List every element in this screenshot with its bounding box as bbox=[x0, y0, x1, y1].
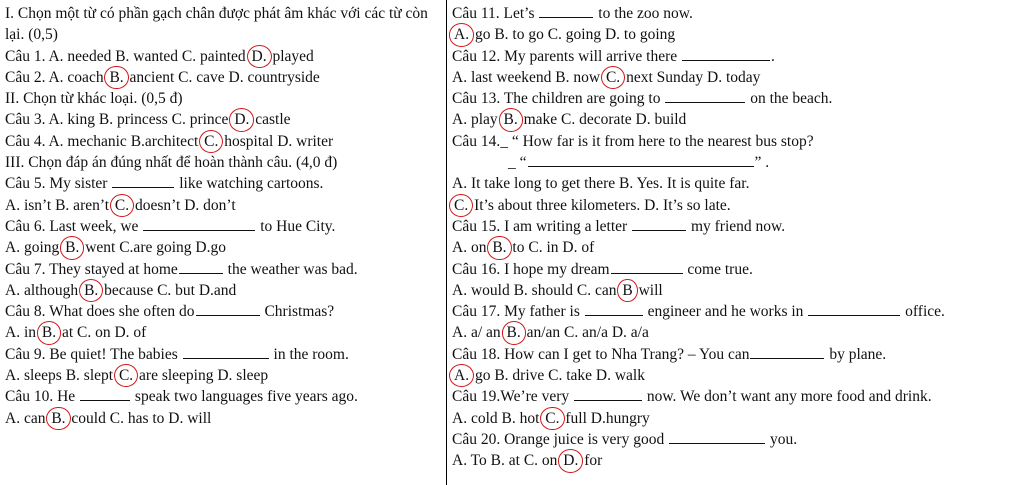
question-5: Câu 5. My sister like watching cartoons. bbox=[5, 175, 324, 193]
answer-blank bbox=[196, 301, 260, 316]
question-2: Câu 2. A. coach B. ancient C. cave D. countryside bbox=[5, 67, 442, 88]
section2-title: II. Chọn từ khác loại. (0,5 đ) bbox=[5, 90, 183, 108]
section1-title: I. Chọn một từ có phần gạch chân được phát âm khác với các từ còn lại. (0,5) bbox=[5, 5, 428, 44]
question-8: Câu 8. What does she often do Christmas? bbox=[5, 303, 335, 321]
answer-circle: C. bbox=[117, 365, 135, 386]
answer-blank bbox=[183, 344, 269, 359]
answer-circle: D. bbox=[250, 46, 269, 67]
answer-circle: B. bbox=[82, 280, 100, 301]
question-5-options: A. isn’t B. aren’t C. doesn’t D. don’t bbox=[5, 195, 442, 216]
answer-circle: B. bbox=[107, 67, 125, 88]
answer-blank bbox=[632, 216, 686, 231]
question-15: Câu 15. I am writing a letter my friend now. bbox=[452, 217, 786, 235]
answer-blank bbox=[528, 152, 754, 167]
question-14: Câu 14._ “ How far is it from here to the nearest bus stop? bbox=[452, 132, 814, 150]
answer-circle: C. bbox=[113, 195, 131, 216]
question-4: Câu 4. A. mechanic B.architect C. hospital D. writer bbox=[5, 131, 442, 152]
answer-blank bbox=[112, 173, 174, 188]
question-19-options: A. cold B. hot C. full D.hungry bbox=[452, 408, 1020, 429]
answer-circle: D. bbox=[561, 450, 580, 471]
question-1: Câu 1. A. needed B. wanted C. painted D. played bbox=[5, 46, 442, 67]
answer-blank bbox=[665, 88, 745, 103]
answer-blank bbox=[682, 46, 770, 61]
left-column bbox=[5, 3, 442, 429]
answer-blank bbox=[143, 216, 255, 231]
answer-circle: B bbox=[620, 280, 634, 301]
question-10: Câu 10. He speak two languages five years ago. bbox=[5, 388, 358, 406]
answer-circle: D. bbox=[232, 109, 251, 130]
answer-circle: C. bbox=[604, 67, 622, 88]
question-3: Câu 3. A. king B. princess C. prince D. castle bbox=[5, 109, 442, 130]
answer-circle: C. bbox=[543, 408, 561, 429]
answer-blank bbox=[808, 301, 900, 316]
question-7: Câu 7. They stayed at home the weather was bad. bbox=[5, 260, 358, 278]
answer-circle: B. bbox=[505, 322, 523, 343]
question-11: Câu 11. Let’s to the zoo now. bbox=[452, 5, 693, 22]
answer-blank bbox=[669, 429, 765, 444]
right-column bbox=[452, 3, 1020, 472]
question-12-options: A. last weekend B. now C. next Sunday D. today bbox=[452, 67, 1020, 88]
column-divider bbox=[446, 0, 447, 485]
answer-blank bbox=[179, 259, 223, 274]
answer-circle: C. bbox=[452, 195, 470, 216]
question-7-options: A. although B. because C. but D.and bbox=[5, 280, 442, 301]
answer-blank bbox=[585, 301, 643, 316]
question-14-options-c: C. It’s about three kilometers. D. It’s so late. bbox=[452, 195, 1020, 216]
question-13-options: A. play B. make C. decorate D. build bbox=[452, 109, 1020, 130]
question-16: Câu 16. I hope my dream come true. bbox=[452, 260, 753, 278]
answer-circle: A. bbox=[452, 24, 471, 45]
answer-circle: A. bbox=[452, 365, 471, 386]
question-18: Câu 18. How can I get to Nha Trang? – You can by plane. bbox=[452, 345, 887, 363]
question-9: Câu 9. Be quiet! The babies in the room. bbox=[5, 345, 349, 363]
question-18-options: A. go B. drive C. take D. walk bbox=[452, 365, 1020, 386]
question-19: Câu 19.We’re very now. We don’t want any more food and drink. bbox=[452, 388, 932, 406]
question-6: Câu 6. Last week, we to Hue City. bbox=[5, 217, 336, 235]
question-12: Câu 12. My parents will arrive there . bbox=[452, 47, 775, 65]
question-20: Câu 20. Orange juice is very good you. bbox=[452, 430, 798, 448]
question-11-options: A. go B. to go C. going D. to going bbox=[452, 24, 1020, 45]
answer-blank bbox=[80, 386, 130, 401]
question-14-dialogue: _ “ ” . bbox=[508, 154, 770, 172]
answer-circle: B. bbox=[63, 237, 81, 258]
question-14-options-a: A. It take long to get there B. Yes. It is quite far. bbox=[452, 175, 750, 193]
question-17-options: A. a/ an B. an/an C. an/a D. a/a bbox=[452, 322, 1020, 343]
answer-circle: B. bbox=[49, 408, 67, 429]
question-15-options: A. on B. to C. in D. of bbox=[452, 237, 1020, 258]
answer-blank bbox=[611, 259, 683, 274]
answer-circle: B. bbox=[40, 322, 58, 343]
answer-blank bbox=[750, 344, 824, 359]
question-16-options: A. would B. should C. can B will bbox=[452, 280, 1020, 301]
question-10-options: A. can B. could C. has to D. will bbox=[5, 408, 442, 429]
answer-circle: B. bbox=[490, 237, 508, 258]
section3-title: III. Chọn đáp án đúng nhất để hoàn thành câu. (4,0 đ) bbox=[5, 154, 338, 172]
question-9-options: A. sleeps B. slept C. are sleeping D. sleep bbox=[5, 365, 442, 386]
question-17: Câu 17. My father is engineer and he works in office. bbox=[452, 303, 945, 321]
answer-circle: B. bbox=[502, 109, 520, 130]
answer-blank bbox=[539, 3, 593, 18]
question-8-options: A. in B. at C. on D. of bbox=[5, 322, 442, 343]
answer-blank bbox=[574, 386, 642, 401]
answer-circle: C. bbox=[202, 131, 220, 152]
question-13: Câu 13. The children are going to on the beach. bbox=[452, 90, 833, 108]
question-6-options: A. going B. went C.are going D.go bbox=[5, 237, 442, 258]
question-20-options: A. To B. at C. on D. for bbox=[452, 450, 1020, 471]
